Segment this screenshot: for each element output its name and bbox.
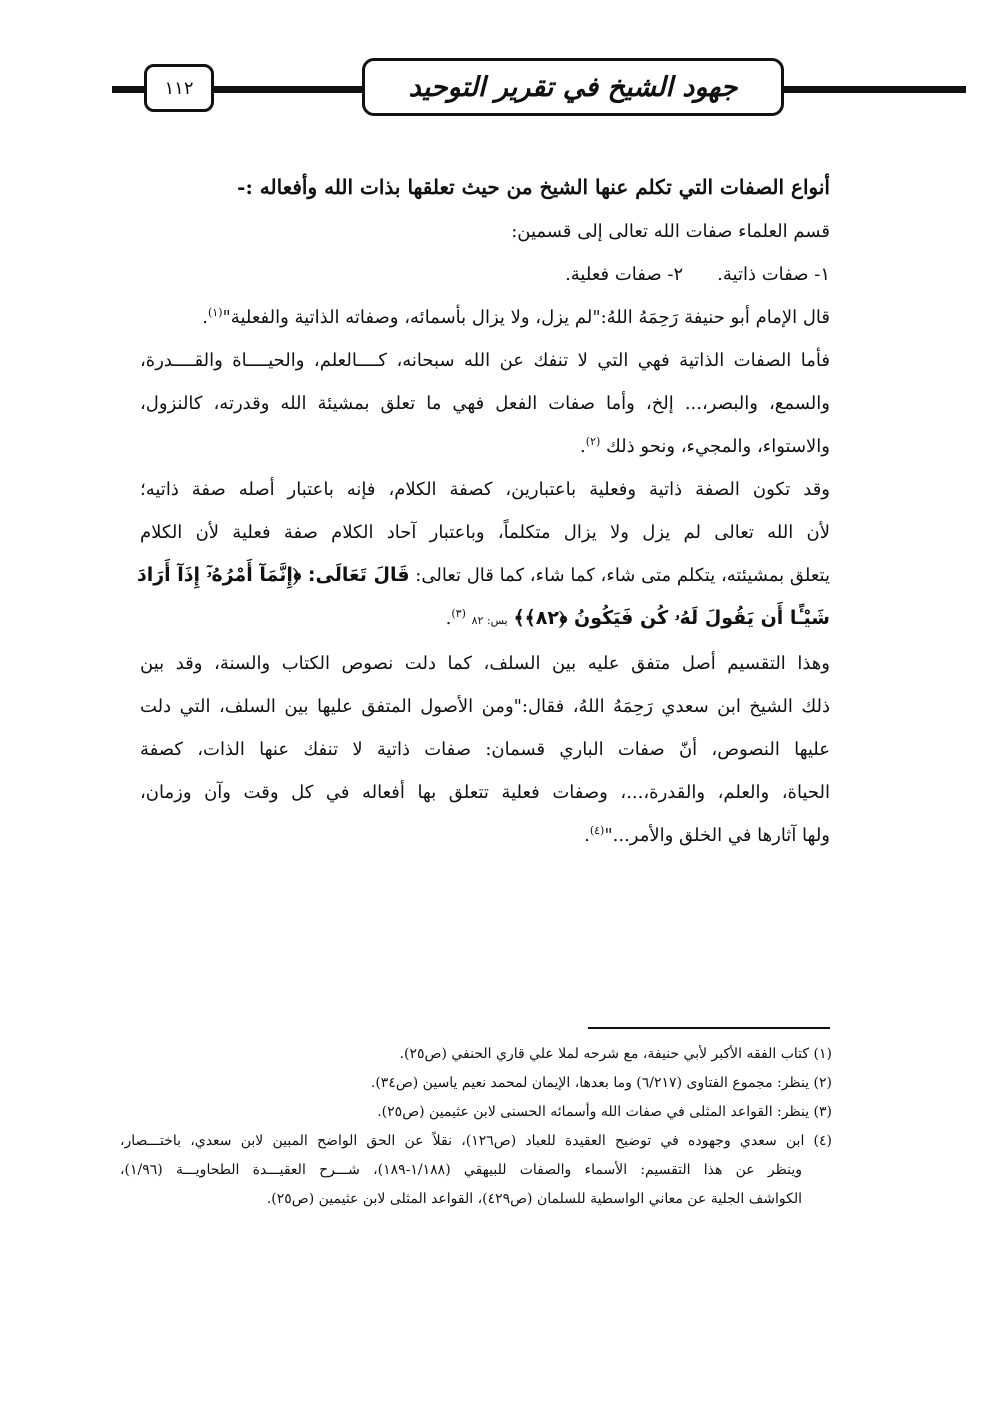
- footnote-ref-2: (٢): [585, 435, 601, 448]
- header-rule-right: [780, 86, 966, 93]
- list-item-action: ٢- صفات فعلية.: [565, 264, 684, 285]
- line-text: ولها آثارها في الخلق والأمر...": [604, 825, 830, 846]
- text-line: وقد تكون الصفة ذاتية وفعلية باعتبارين، كصفة الكلام، فإنه باعتبار أصله صفة ذاتيه؛: [140, 479, 830, 500]
- period: .: [202, 307, 208, 328]
- header-rule-middle: [210, 86, 367, 93]
- footnote-3: (٣) ينظر: القواعد المثلى في صفات الله وأسمائه الحسنى لابن عثيمين (ص٢٥).: [377, 1104, 832, 1120]
- quote-line: [140, 296, 830, 339]
- text-line: ذلك الشيخ ابن سعدي رَحِمَهُ اللهُ، فقال:"ومن الأصول المتفق عليها بين السلف، التي دلت: [140, 696, 830, 717]
- quran-verse-part1: قَالَ تَعَالَى: ﴿إِنَّمَآ أَمْرُهُۥٓ إِذَآ أَرَادَ: [136, 564, 410, 586]
- text-line: والسمع، والبصر،... إلخ، وأما صفات الفعل فهي ما تعلق بمشيئة الله وقدرته، كالنزول،: [140, 393, 830, 414]
- footnotes: [120, 1040, 832, 1214]
- quran-verse-part2: شَيْـًٔا أَن يَقُولَ لَهُۥ كُن فَيَكُونُ ﴿٨٢﴾﴾: [513, 607, 830, 629]
- text-line: عليها النصوص، أنّ صفات الباري قسمان: صفات ذاتية لا تنفك عنها الذات، كصفة: [140, 739, 830, 760]
- text-line: قسم العلماء صفات الله تعالى إلى قسمين:: [511, 221, 830, 242]
- text-line: [140, 425, 830, 468]
- main-content: [136, 168, 830, 857]
- text-line: [140, 814, 830, 857]
- line-text: والاستواء، والمجيء، ونحو ذلك: [606, 436, 830, 457]
- text-line: فأما الصفات الذاتية فهي التي لا تنفك عن الله سبحانه، كــــالعلم، والحيــــاة والقــــدرة،: [140, 350, 830, 371]
- paragraph-speech: [136, 468, 830, 642]
- quote-text: قال الإمام أبو حنيفة رَحِمَهُ اللهُ:"لم يزل، ولا يزال بأسمائه، وصفاته الذاتية والفعلية": [222, 307, 830, 328]
- paragraph-intro: [140, 210, 830, 339]
- period: .: [584, 825, 590, 846]
- footnote-2: (٢) ينظر: مجموع الفتاوى (٦/٢١٧) وما بعدها، الإيمان لمحمد نعيم ياسين (ص٣٤).: [370, 1075, 832, 1091]
- footnote-4-continued: الكواشف الجلية عن معاني الواسطية للسلمان (ص٤٢٩)، القواعد المثلى لابن عثيمين (ص٢٥).: [266, 1191, 802, 1207]
- text-line: لأن الله تعالى لم يزل ولا يزال متكلماً، وباعتبار آحاد الكلام صفة فعلية لأن الكلام: [140, 522, 830, 543]
- text-line: [136, 554, 830, 597]
- footnote-1: (١) كتاب الفقه الأكبر لأبي حنيفة، مع شرحه لملا علي قاري الحنفي (ص٢٥).: [399, 1046, 832, 1062]
- text-line: [140, 597, 830, 642]
- paragraph-consensus: [140, 642, 830, 857]
- period: .: [445, 608, 452, 629]
- section-heading: أنواع الصفات التي تكلم عنها الشيخ من حيث تعلقها بذات الله وأفعاله :-: [237, 175, 830, 199]
- text-line: وهذا التقسيم أصل متفق عليه بين السلف، كما دلت نصوص الكتاب والسنة، وقد بين: [140, 653, 830, 674]
- footnote-4-continued: وينظر عن هذا التقسيم: الأسماء والصفات للبيهقي (١/١٨٨-١٨٩)، شـــرح العقيـــدة الطحاويـــة (١/٩٦)،: [120, 1162, 803, 1178]
- period: .: [580, 436, 586, 457]
- line-text: يتعلق بمشيئته، يتكلم متى شاء، كما شاء، كما قال تعالى:: [415, 565, 830, 586]
- footnote-ref-3: (٣): [451, 607, 466, 620]
- footnote-4: (٤) ابن سعدي وجهوده في توضيح العقيدة للعباد (ص١٢٦)، نقلاً عن الحق الواضح المبين لابن سعدي، باختـــصار،: [120, 1133, 832, 1149]
- types-list: [140, 253, 830, 296]
- list-item-essential: ١- صفات ذاتية.: [717, 264, 830, 285]
- page-number: ١١٢: [144, 64, 214, 112]
- text-line: الحياة، والعلم، والقدرة،...، وصفات فعلية تتعلق بها أفعاله في كل وقت وآن وزمان،: [140, 782, 830, 803]
- paragraph-definitions: [140, 339, 830, 468]
- footnote-ref-1: (١): [208, 306, 223, 319]
- surah-reference: يس: ٨٢: [471, 614, 508, 627]
- running-title: جهود الشيخ في تقرير التوحيد: [362, 58, 784, 116]
- footnote-ref-4: (٤): [589, 824, 605, 837]
- footnote-separator: [588, 1027, 830, 1029]
